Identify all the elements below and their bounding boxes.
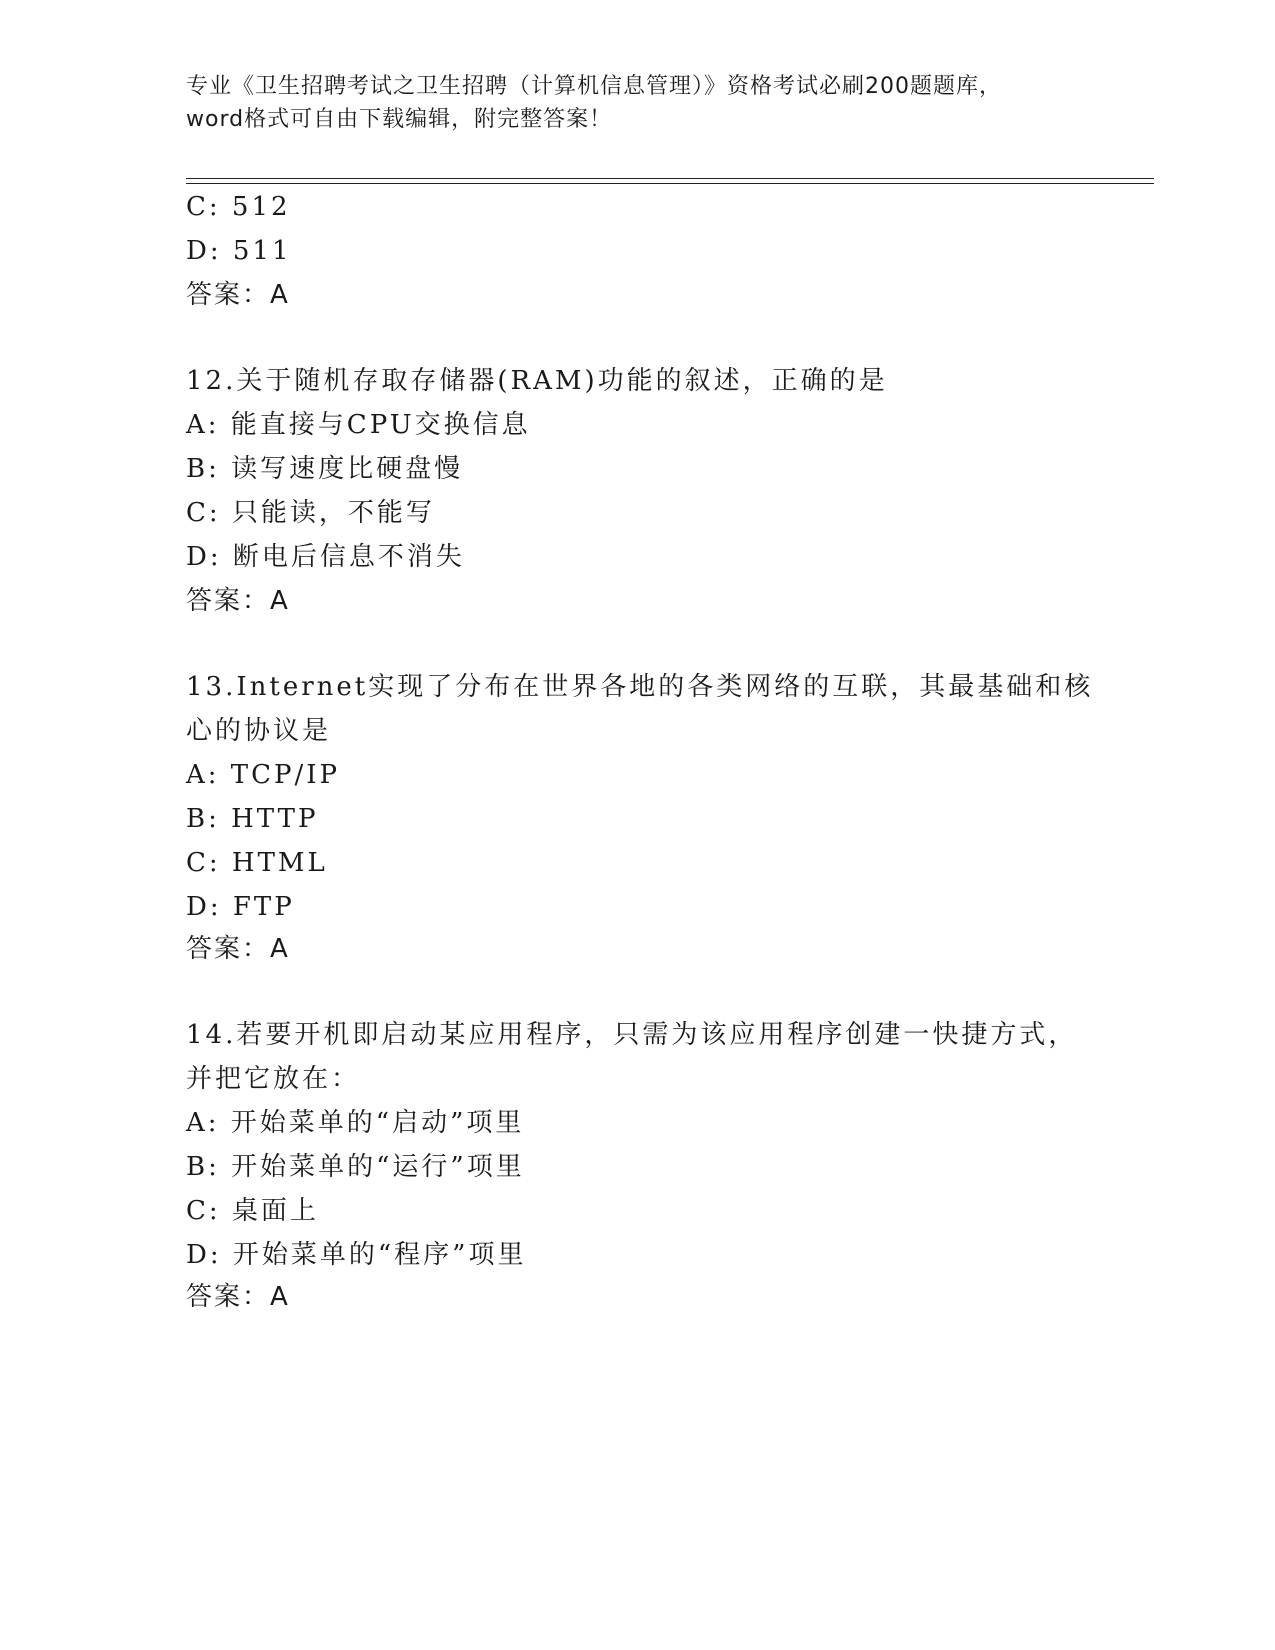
- q12-option-c: C: 只能读，不能写: [186, 498, 435, 528]
- q14-option-b: B: 开始菜单的“运行”项里: [186, 1152, 525, 1182]
- q14-answer: 答案：A: [186, 1282, 290, 1312]
- header-line-1: 专业《卫生招聘考试之卫生招聘（计算机信息管理）》资格考试必刷200题题库，: [186, 74, 1002, 99]
- header-rule-bottom: [186, 183, 1154, 184]
- q12-option-b: B: 读写速度比硬盘慢: [186, 454, 464, 484]
- q14-text-line-2: 并把它放在：: [186, 1064, 361, 1094]
- prev-option-d: D: 511: [186, 236, 292, 266]
- q13-text-line-2: 心的协议是: [186, 716, 332, 746]
- page-header: [186, 70, 1086, 136]
- q14-option-d: D: 开始菜单的“程序”项里: [186, 1240, 527, 1270]
- q13-answer: 答案：A: [186, 934, 290, 964]
- prev-option-c: C: 512: [186, 192, 291, 222]
- q13-option-a: A: TCP/IP: [186, 760, 341, 790]
- header-rule-top: [186, 178, 1154, 179]
- q13-option-d: D: FTP: [186, 892, 295, 922]
- q13-text-line-1: 13.Internet实现了分布在世界各地的各类网络的互联，其最基础和核: [186, 672, 1094, 702]
- q14-text-line-1: 14.若要开机即启动某应用程序，只需为该应用程序创建一快捷方式，: [186, 1020, 1078, 1050]
- q12-option-a: A: 能直接与CPU交换信息: [186, 410, 531, 440]
- q13-option-b: B: HTTP: [186, 804, 319, 834]
- q13-option-c: C: HTML: [186, 848, 328, 878]
- q12-option-d: D: 断电后信息不消失: [186, 542, 465, 572]
- prev-answer: 答案：A: [186, 280, 290, 310]
- q12-answer: 答案：A: [186, 586, 290, 616]
- q14-option-c: C: 桌面上: [186, 1196, 319, 1226]
- q14-option-a: A: 开始菜单的“启动”项里: [186, 1108, 525, 1138]
- header-line-2: word格式可自由下载编辑，附完整答案！: [186, 107, 613, 132]
- q12-text-line-1: 12.关于随机存取存储器(RAM)功能的叙述，正确的是: [186, 366, 888, 396]
